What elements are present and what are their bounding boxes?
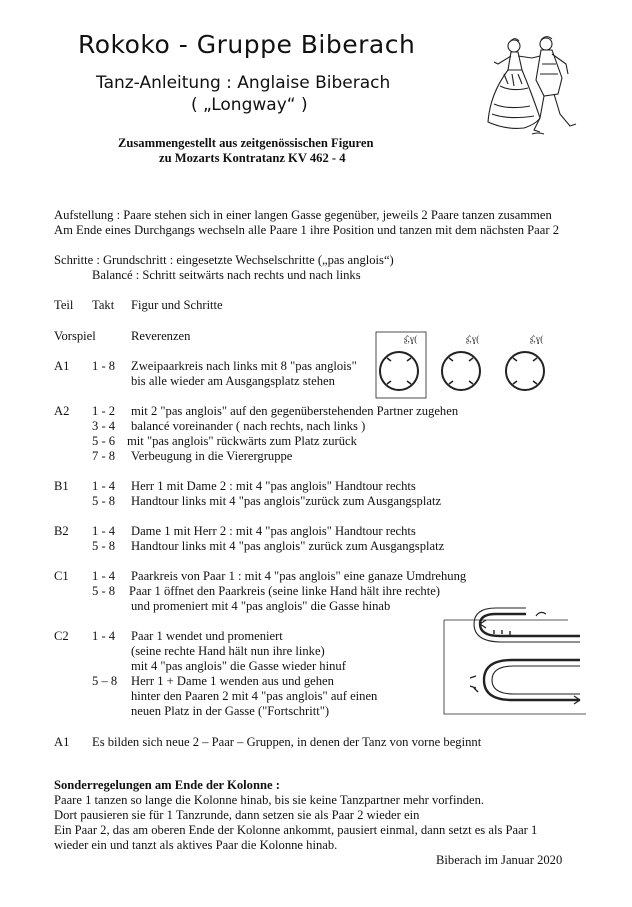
a1-end-text: Es bilden sich neue 2 – Paar – Gruppen, in denen der Tanz von vorne beginnt (92, 735, 482, 749)
a2-text-2: balancé voreinander ( nach rechts, nach links ) (131, 419, 366, 433)
c2-text-2: (seine rechte Hand hält nun ihre linke) (131, 644, 325, 658)
a1-takt: 1 - 8 (92, 359, 116, 373)
c2-text-5: hinter den Paaren 2 mit 4 "pas anglois" auf einen (131, 689, 378, 703)
a2-takt-3: 5 - 6 (92, 434, 116, 448)
special-line-1: Paare 1 tanzen so lange die Kolonne hinab, bis sie keine Tanzpartner mehr vorfinden. (54, 793, 485, 807)
b1-label: B1 (54, 479, 69, 493)
a2-takt-2: 3 - 4 (92, 419, 116, 433)
circle-mark-2: ʂ̂,ɣ( (466, 334, 480, 344)
header-teil: Teil (54, 298, 74, 312)
dancers-illustration (484, 34, 584, 146)
c1-text-1: Paarkreis von Paar 1 : mit 4 "pas anglois" eine ganaze Umdrehung (131, 569, 467, 583)
a2-text-1: mit 2 "pas anglois" auf den gegenüberstehenden Partner zugehen (131, 404, 459, 418)
c2-label: C2 (54, 629, 69, 643)
c1-text-2: Paar 1 öffnet den Paarkreis (seine linke Hand hält ihre rechte) (129, 584, 440, 598)
c2-text-6: neuen Platz in der Gasse ("Fortschritt") (131, 704, 330, 718)
b2-label: B2 (54, 524, 69, 538)
c2-takt-2: 5 – 8 (92, 674, 118, 688)
c2-takt-1: 1 - 4 (92, 629, 116, 643)
compiled-line-1: Zusammengestellt aus zeitgenössischen Figuren (118, 136, 374, 150)
steps-line-2: Balancé : Schritt seitwärts nach rechts und nach links (92, 268, 361, 282)
b2-text-1: Dame 1 mit Herr 2 : mit 4 "pas anglois" Handtour rechts (131, 524, 416, 538)
a2-takt-1: 1 - 2 (92, 404, 116, 418)
b2-text-2: Handtour links mit 4 "pas anglois" zurück zum Ausgangsplatz (131, 539, 445, 553)
a1-text-2: bis alle wieder am Ausgangsplatz stehen (131, 374, 335, 388)
circle-figure-diagrams (374, 326, 560, 400)
page-subtitle-longway: ( „Longway“ ) (191, 95, 308, 115)
b2-takt-2: 5 - 8 (92, 539, 116, 553)
a2-label: A2 (54, 404, 70, 418)
c2-text-3: mit 4 "pas anglois" die Gasse wieder hinuf (131, 659, 346, 673)
promenade-path-diagram (440, 606, 588, 726)
c2-text-4: Herr 1 + Dame 1 wenden aus und gehen (131, 674, 334, 688)
c1-takt-2: 5 - 8 (92, 584, 116, 598)
page-subtitle: Tanz-Anleitung : Anglaise Biberach (96, 73, 391, 93)
special-line-4: wieder ein und tanzt als aktives Paar die Kolonne hinab. (54, 838, 338, 852)
b1-text-1: Herr 1 mit Dame 2 : mit 4 "pas anglois" Handtour rechts (131, 479, 416, 493)
circle-mark-3: ʂ̂,ɣ( (530, 334, 544, 344)
steps-line-1: Schritte : Grundschritt : eingesetzte Wechselschritte („pas anglois“) (54, 253, 394, 267)
header-takt: Takt (92, 298, 115, 312)
a1-label: A1 (54, 359, 70, 373)
place-date: Biberach im Januar 2020 (436, 853, 563, 867)
circle-mark-1: ʂ̂,ɣ( (404, 334, 418, 344)
c1-label: C1 (54, 569, 69, 583)
vorspiel-label: Vorspiel (54, 329, 96, 343)
c2-text-1: Paar 1 wendet und promeniert (131, 629, 283, 643)
intro-line-2: Am Ende eines Durchgangs wechseln alle Paare 1 ihre Position und tanzen mit dem nächsten Paar 2 (54, 223, 560, 237)
special-heading: Sonderregelungen am Ende der Kolonne : (54, 778, 280, 792)
a1-end-label: A1 (54, 735, 70, 749)
special-line-3: Ein Paar 2, das am oberen Ende der Kolonne ankommt, pausiert einmal, dann setzt es als Paar 1 (54, 823, 538, 837)
header-figur: Figur und Schritte (131, 298, 223, 312)
a2-text-4: Verbeugung in die Vierergruppe (131, 449, 293, 463)
a2-takt-4: 7 - 8 (92, 449, 116, 463)
b1-text-2: Handtour links mit 4 "pas anglois"zurück zum Ausgangsplatz (131, 494, 442, 508)
b2-takt-1: 1 - 4 (92, 524, 116, 538)
b1-takt-2: 5 - 8 (92, 494, 116, 508)
compiled-line-2: zu Mozarts Kontratanz KV 462 - 4 (159, 151, 346, 165)
intro-line-1: Aufstellung : Paare stehen sich in einer langen Gasse gegenüber, jeweils 2 Paare tanzen zusammen (54, 208, 552, 222)
b1-takt-1: 1 - 4 (92, 479, 116, 493)
c1-text-3: und promeniert mit 4 "pas anglois" die Gasse hinab (131, 599, 391, 613)
page-title: Rokoko - Gruppe Biberach (78, 30, 416, 59)
vorspiel-text: Reverenzen (131, 329, 191, 343)
a1-text-1: Zweipaarkreis nach links mit 8 "pas anglois" (131, 359, 357, 373)
c1-takt-1: 1 - 4 (92, 569, 116, 583)
special-line-2: Dort pausieren sie für 1 Tanzrunde, dann setzen sie als Paar 2 wieder ein (54, 808, 420, 822)
a2-text-3: mit "pas anglois" rückwärts zum Platz zurück (127, 434, 357, 448)
